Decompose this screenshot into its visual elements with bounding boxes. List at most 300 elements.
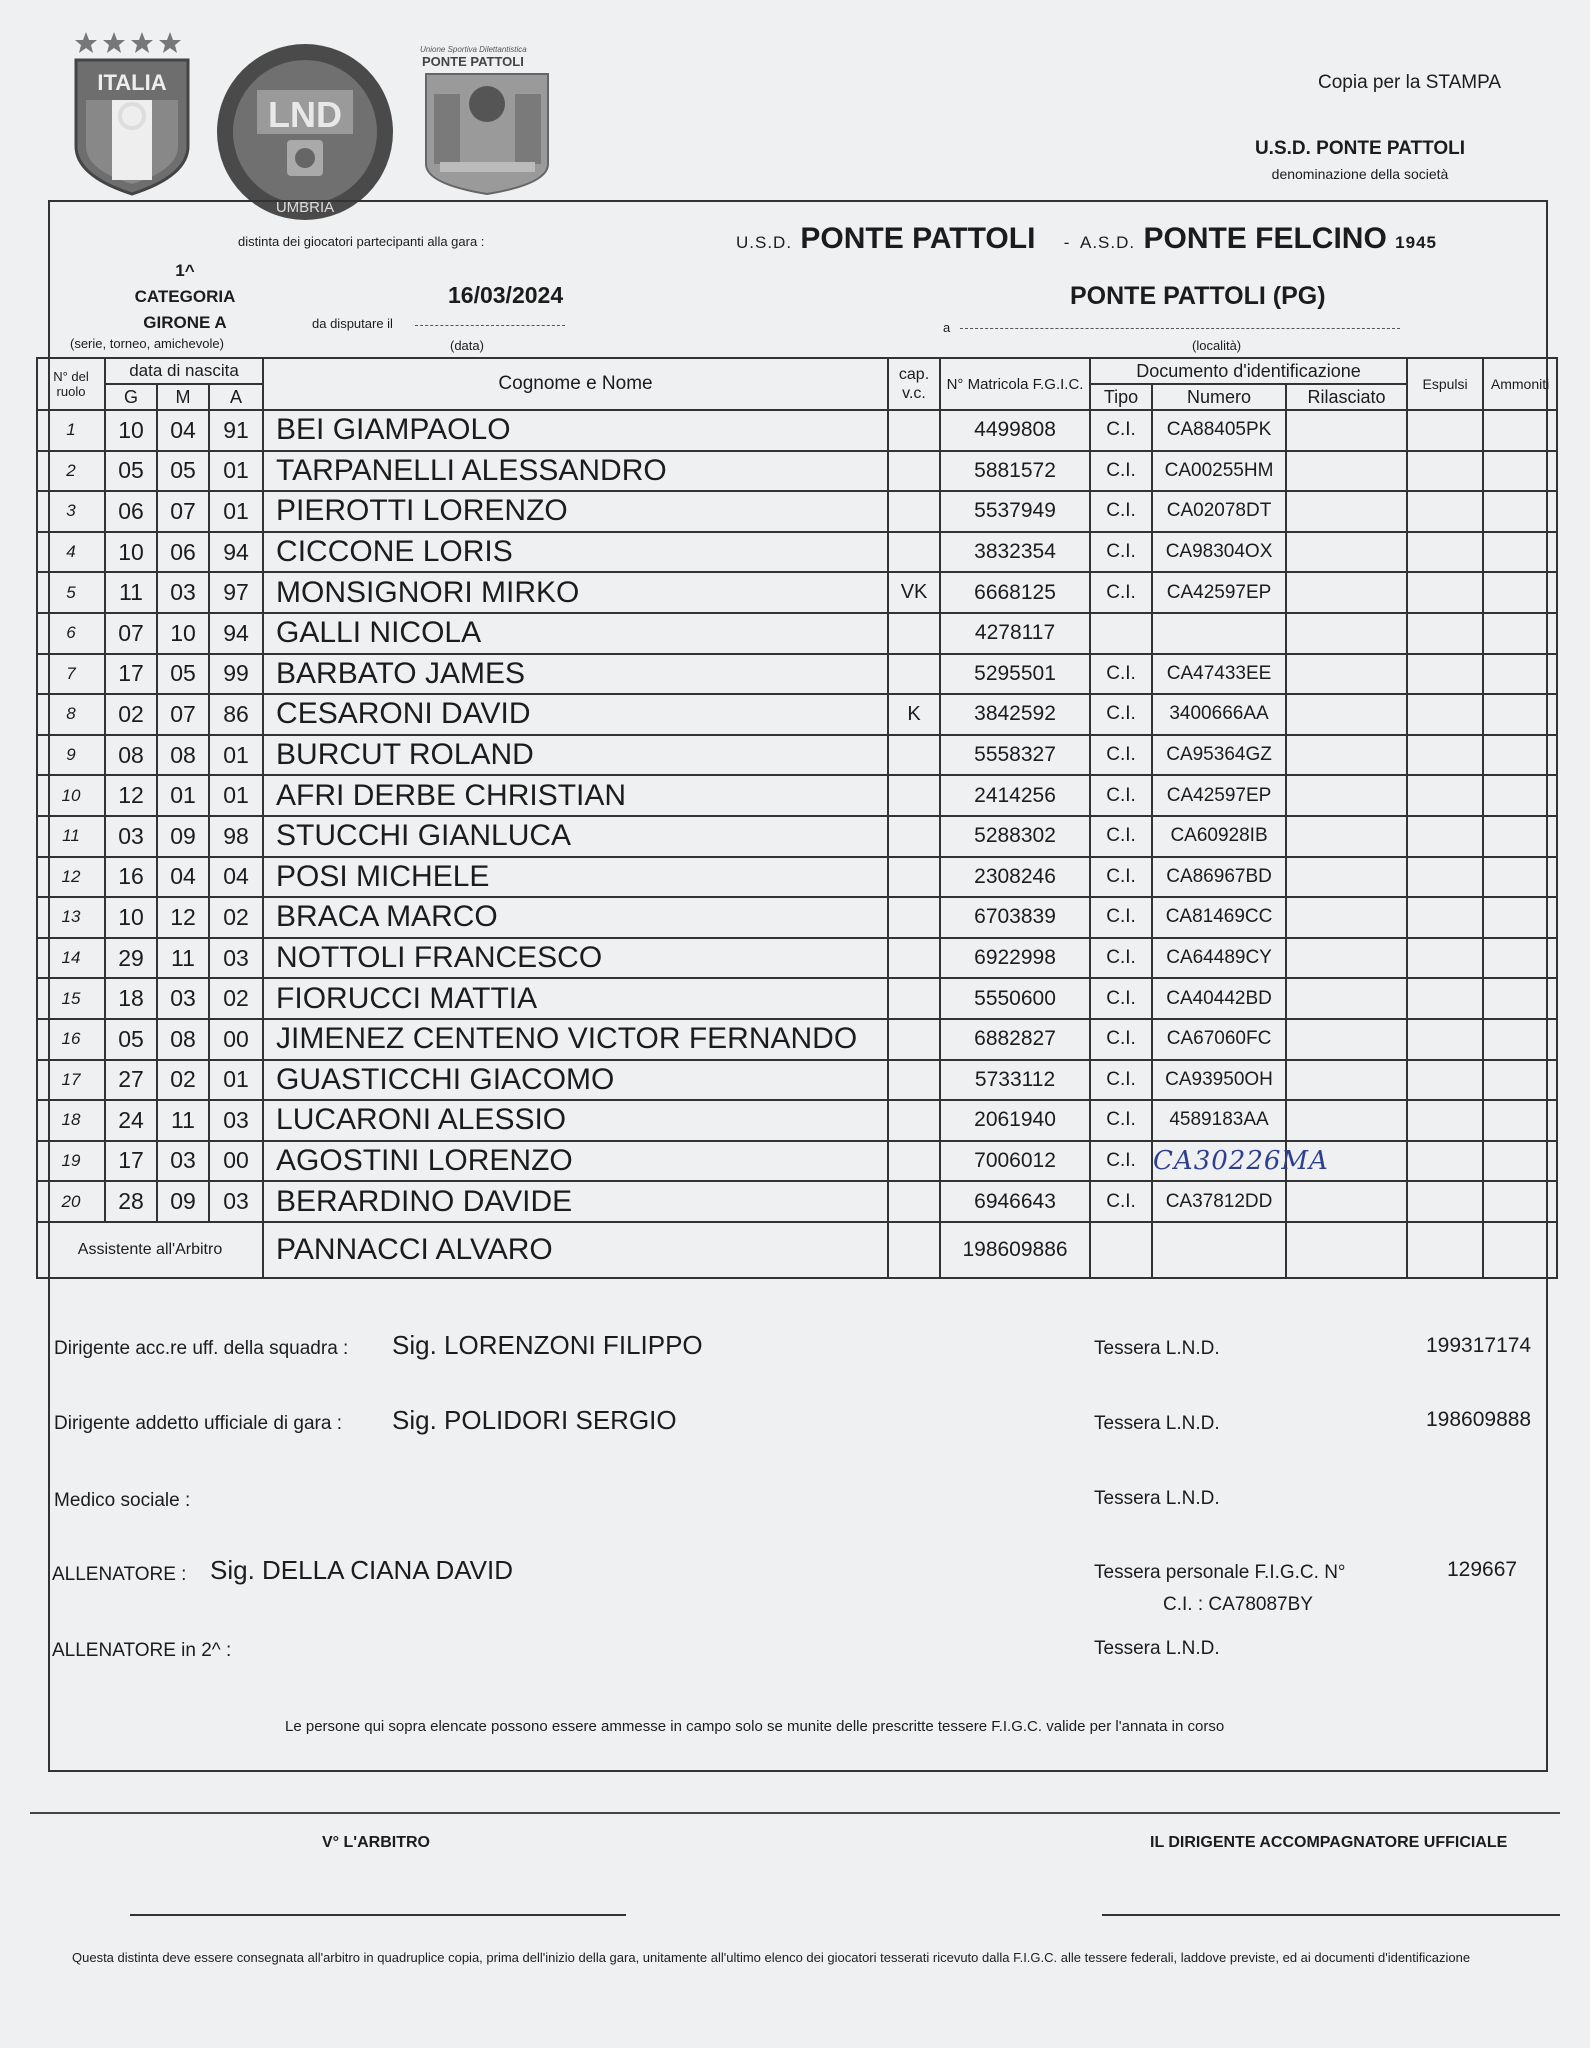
espulsi-cell [1407,1181,1483,1222]
player-name: CESARONI DAVID [263,694,888,735]
player-number: 10 [37,775,105,816]
document-issued [1286,938,1407,979]
document-issued [1286,532,1407,573]
matricola: 6882827 [940,1019,1090,1060]
birth-month: 01 [157,775,209,816]
birth-day: 18 [105,978,157,1019]
player-row [37,410,1557,451]
birth-month: 09 [157,816,209,857]
assistant-numero [1152,1222,1286,1278]
matricola: 3842592 [940,694,1090,735]
document-number: CA42597EP [1152,775,1286,816]
assistant-tipo [1090,1222,1152,1278]
ammoniti-cell [1483,654,1557,695]
espulsi-cell [1407,491,1483,532]
player-number: 12 [37,857,105,898]
location-line [960,328,1400,329]
player-row [37,451,1557,492]
addetto-tessera-label: Tessera L.N.D. [1094,1413,1220,1434]
svg-text:ITALIA: ITALIA [97,70,167,95]
captain-mark [888,775,940,816]
birth-month: 05 [157,451,209,492]
matricola: 5733112 [940,1060,1090,1101]
assistant-row [37,1222,1557,1278]
ammoniti-cell [1483,694,1557,735]
birth-year: 86 [209,694,263,735]
away-prefix: A.S.D. [1080,233,1136,252]
footnote-text: Questa distinta deve essere consegnata all'arbitro in quadruplice copia, prima dell'inizio della gara, unitamente all'ultimo elenco dei giocatori tesserati ricevuto dalla F.I.G.C. alle tessere federali, laddove previste, ed ai documenti d'identificazione [72,1950,1471,1965]
birth-year: 91 [209,410,263,451]
espulsi-cell [1407,1100,1483,1141]
player-name: AFRI DERBE CHRISTIAN [263,775,888,816]
captain-mark: K [888,694,940,735]
birth-day: 27 [105,1060,157,1101]
assistant-cap [888,1222,940,1278]
svg-text:PONTE PATTOLI: PONTE PATTOLI [422,54,524,69]
roster-body [37,410,1557,1222]
document-issued [1286,491,1407,532]
player-number: 11 [37,816,105,857]
birth-day: 11 [105,572,157,613]
captain-mark [888,1100,940,1141]
svg-text:Unione Sportiva Dilettantistic: Unione Sportiva Dilettantistica [420,45,527,54]
allenatore-label: ALLENATORE : [52,1564,187,1585]
player-row [37,816,1557,857]
medico-tessera-label: Tessera L.N.D. [1094,1488,1220,1509]
document-type: C.I. [1090,532,1152,573]
player-number: 17 [37,1060,105,1101]
birth-day: 29 [105,938,157,979]
document-issued [1286,410,1407,451]
captain-mark [888,857,940,898]
document-type [1090,613,1152,654]
document-type: C.I. [1090,572,1152,613]
document-number: CA47433EE [1152,654,1286,695]
document-issued [1286,978,1407,1019]
player-name: BARBATO JAMES [263,654,888,695]
ammoniti-cell [1483,1060,1557,1101]
matricola: 5288302 [940,816,1090,857]
matricola: 5558327 [940,735,1090,776]
espulsi-cell [1407,572,1483,613]
player-name: BRACA MARCO [263,897,888,938]
espulsi-cell [1407,694,1483,735]
birth-day: 10 [105,410,157,451]
player-name: AGOSTINI LORENZO [263,1141,888,1182]
document-type: C.I. [1090,978,1152,1019]
captain-mark [888,1060,940,1101]
category-line1: 1^ [175,261,195,280]
espulsi-cell [1407,1141,1483,1182]
allenatore-tessera-label: Tessera personale F.I.G.C. N° [1094,1562,1346,1583]
ponte-pattoli-club-logo [420,44,555,194]
player-row [37,532,1557,573]
category-line3: GIRONE A [143,313,227,332]
captain-mark [888,1181,940,1222]
birth-day: 17 [105,654,157,695]
birth-year: 01 [209,1060,263,1101]
birth-year: 02 [209,897,263,938]
matricola: 6946643 [940,1181,1090,1222]
society-name: U.S.D. PONTE PATTOLI [1254,138,1466,159]
captain-mark: VK [888,572,940,613]
espulsi-cell [1407,775,1483,816]
espulsi-cell [1407,816,1483,857]
birth-year: 94 [209,613,263,654]
player-name: LUCARONI ALESSIO [263,1100,888,1141]
matricola: 4499808 [940,410,1090,451]
player-row [37,1141,1557,1182]
document-number: CA40442BD [1152,978,1286,1019]
birth-month: 04 [157,410,209,451]
document-number: CA95364GZ [1152,735,1286,776]
document-issued [1286,1019,1407,1060]
ammoniti-cell [1483,938,1557,979]
dirigente-signature-label: IL DIRIGENTE ACCOMPAGNATORE UFFICIALE [1150,1834,1508,1851]
ammoniti-cell [1483,978,1557,1019]
espulsi-cell [1407,451,1483,492]
figc-italia-logo [72,26,192,196]
header-g: G [105,384,157,410]
birth-year: 94 [209,532,263,573]
document-number: CA98304OX [1152,532,1286,573]
distinta-label: distinta dei giocatori partecipanti alla gara : [238,234,485,249]
birth-year: 01 [209,491,263,532]
document-number: 3400666AA [1152,694,1286,735]
header-a: A [209,384,263,410]
document-issued [1286,857,1407,898]
document-number: CA88405PK [1152,410,1286,451]
player-number: 20 [37,1181,105,1222]
document-number: 4589183AA [1152,1100,1286,1141]
espulsi-cell [1407,857,1483,898]
birth-month: 09 [157,1181,209,1222]
home-name: PONTE PATTOLI [800,222,1036,255]
player-number: 13 [37,897,105,938]
assistant-espulsi [1407,1222,1483,1278]
captain-mark [888,451,940,492]
arbitro-signature-line [130,1914,626,1916]
espulsi-cell [1407,1060,1483,1101]
date-label: (data) [450,338,484,353]
ammoniti-cell [1483,491,1557,532]
captain-mark [888,532,940,573]
player-name: FIORUCCI MATTIA [263,978,888,1019]
document-type: C.I. [1090,654,1152,695]
player-name: GUASTICCHI GIACOMO [263,1060,888,1101]
header-birth: data di nascita [105,358,263,384]
matricola: 2061940 [940,1100,1090,1141]
birth-month: 07 [157,491,209,532]
birth-month: 03 [157,572,209,613]
document-type: C.I. [1090,1141,1152,1182]
ammoniti-cell [1483,1019,1557,1060]
player-name: CICCONE LORIS [263,532,888,573]
matricola: 4278117 [940,613,1090,654]
birth-day: 05 [105,1019,157,1060]
allenatore-name: Sig. DELLA CIANA DAVID [210,1555,513,1585]
allenatore-ci: C.I. : CA78087BY [1163,1594,1313,1615]
ammoniti-cell [1483,735,1557,776]
dirigente-tessera-number: 199317174 [1426,1334,1532,1357]
birth-year: 98 [209,816,263,857]
player-number: 9 [37,735,105,776]
birth-month: 11 [157,938,209,979]
document-number: CA93950OH [1152,1060,1286,1101]
birth-month: 08 [157,1019,209,1060]
ammoniti-cell [1483,857,1557,898]
document-issued [1286,694,1407,735]
birth-year: 03 [209,938,263,979]
category-sub-label: (serie, torneo, amichevole) [70,336,224,351]
captain-mark [888,613,940,654]
birth-year: 99 [209,654,263,695]
player-name: TARPANELLI ALESSANDRO [263,451,888,492]
player-number: 6 [37,613,105,654]
addetto-name: Sig. POLIDORI SERGIO [392,1405,677,1435]
player-row [37,1181,1557,1222]
document-number: CA60928IB [1152,816,1286,857]
document-type: C.I. [1090,1019,1152,1060]
assistant-rilasciato [1286,1222,1407,1278]
assistant-ammoniti [1483,1222,1557,1278]
dirigente-label: Dirigente acc.re uff. della squadra : [54,1338,349,1359]
player-name: MONSIGNORI MIRKO [263,572,888,613]
document-number: CA00255HM [1152,451,1286,492]
player-row [37,1019,1557,1060]
society-sub-label: denominazione della società [1271,166,1449,182]
player-row [37,572,1557,613]
header-name: Cognome e Nome [263,358,888,410]
birth-day: 10 [105,532,157,573]
header-document: Documento d'identificazione [1090,358,1407,384]
document-type: C.I. [1090,897,1152,938]
document-type: C.I. [1090,775,1152,816]
birth-day: 28 [105,1181,157,1222]
document-issued [1286,1181,1407,1222]
captain-mark [888,735,940,776]
player-row [37,1100,1557,1141]
birth-day: 07 [105,613,157,654]
birth-day: 02 [105,694,157,735]
espulsi-cell [1407,735,1483,776]
player-number: 8 [37,694,105,735]
player-row [37,613,1557,654]
player-name: JIMENEZ CENTENO VICTOR FERNANDO [263,1019,888,1060]
document-issued [1286,816,1407,857]
birth-month: 05 [157,654,209,695]
captain-mark [888,1141,940,1182]
player-name: STUCCHI GIANLUCA [263,816,888,857]
document-number: CA67060FC [1152,1019,1286,1060]
ammoniti-cell [1483,410,1557,451]
dirigente-signature-line [1102,1914,1560,1916]
document-type: C.I. [1090,1100,1152,1141]
player-row [37,654,1557,695]
header-ammoniti: Ammoniti [1483,358,1557,410]
birth-day: 16 [105,857,157,898]
assistant-name: PANNACCI ALVARO [263,1222,888,1278]
header-cap: cap. v.c. [888,358,940,410]
espulsi-cell [1407,978,1483,1019]
dirigente-name: Sig. LORENZONI FILIPPO [392,1330,703,1360]
birth-month: 11 [157,1100,209,1141]
away-suffix: 1945 [1395,233,1437,252]
ammoniti-cell [1483,1141,1557,1182]
player-number: 15 [37,978,105,1019]
birth-month: 02 [157,1060,209,1101]
ammoniti-cell [1483,816,1557,857]
document-type: C.I. [1090,938,1152,979]
matricola: 5881572 [940,451,1090,492]
captain-mark [888,816,940,857]
espulsi-cell [1407,897,1483,938]
matricola: 2308246 [940,857,1090,898]
player-number: 3 [37,491,105,532]
player-name: BERARDINO DAVIDE [263,1181,888,1222]
birth-year: 02 [209,978,263,1019]
document-number: CA86967BD [1152,857,1286,898]
location-label: (località) [1192,338,1242,353]
birth-month: 04 [157,857,209,898]
document-type: C.I. [1090,1060,1152,1101]
matricola: 5550600 [940,978,1090,1019]
birth-month: 03 [157,1141,209,1182]
player-number: 7 [37,654,105,695]
document-issued [1286,654,1407,695]
birth-year: 01 [209,451,263,492]
category-line2: CATEGORIA [134,287,236,306]
birth-day: 05 [105,451,157,492]
document-number [1152,613,1286,654]
player-name: POSI MICHELE [263,857,888,898]
lnd-umbria-logo [215,42,395,222]
player-number: 18 [37,1100,105,1141]
player-row [37,938,1557,979]
header-m: M [157,384,209,410]
ammoniti-cell [1483,1100,1557,1141]
document-issued [1286,613,1407,654]
ammoniti-cell [1483,451,1557,492]
team-separator: - [1063,233,1071,252]
matricola: 2414256 [940,775,1090,816]
matricola: 6703839 [940,897,1090,938]
player-name: BEI GIAMPAOLO [263,410,888,451]
birth-day: 03 [105,816,157,857]
espulsi-cell [1407,532,1483,573]
birth-year: 03 [209,1100,263,1141]
captain-mark [888,1019,940,1060]
matricola: 5537949 [940,491,1090,532]
document-number: CA30226MA [1152,1141,1286,1182]
medico-label: Medico sociale : [54,1490,191,1511]
document-issued [1286,735,1407,776]
matricola: 5295501 [940,654,1090,695]
birth-month: 03 [157,978,209,1019]
birth-month: 07 [157,694,209,735]
date-prefix: da disputare il [312,316,393,331]
birth-year: 01 [209,735,263,776]
away-team [1080,222,1437,256]
captain-mark [888,938,940,979]
document-type: C.I. [1090,410,1152,451]
matricola: 7006012 [940,1141,1090,1182]
birth-year: 00 [209,1141,263,1182]
player-name: PIEROTTI LORENZO [263,491,888,532]
captain-mark [888,654,940,695]
addetto-tessera-number: 198609888 [1426,1408,1532,1431]
match-date: 16/03/2024 [448,282,564,308]
player-number: 1 [37,410,105,451]
captain-mark [888,410,940,451]
match-location: PONTE PATTOLI (PG) [1070,282,1326,310]
birth-day: 06 [105,491,157,532]
ammoniti-cell [1483,1181,1557,1222]
document-type: C.I. [1090,857,1152,898]
ammoniti-cell [1483,897,1557,938]
player-row [37,775,1557,816]
player-number: 5 [37,572,105,613]
document-type: C.I. [1090,451,1152,492]
captain-mark [888,897,940,938]
birth-day: 24 [105,1100,157,1141]
document-type: C.I. [1090,491,1152,532]
espulsi-cell [1407,654,1483,695]
dirigente-tessera-label: Tessera L.N.D. [1094,1338,1220,1359]
matricola: 3832354 [940,532,1090,573]
birth-month: 08 [157,735,209,776]
disclaimer-text: Le persone qui sopra elencate possono essere ammesse in campo solo se munite delle prescritte tessere F.I.G.C. valide per l'annata in corso [285,1718,1225,1735]
document-type: C.I. [1090,694,1152,735]
document-number: CA81469CC [1152,897,1286,938]
assistant-matricola: 198609886 [940,1222,1090,1278]
category-block [100,258,270,336]
ammoniti-cell [1483,775,1557,816]
player-number: 16 [37,1019,105,1060]
birth-day: 17 [105,1141,157,1182]
ammoniti-cell [1483,613,1557,654]
document-issued [1286,572,1407,613]
roster-table [36,357,1558,1279]
birth-year: 00 [209,1019,263,1060]
player-name: GALLI NICOLA [263,613,888,654]
espulsi-cell [1407,613,1483,654]
player-row [37,491,1557,532]
espulsi-cell [1407,938,1483,979]
matricola: 6922998 [940,938,1090,979]
document-issued [1286,1060,1407,1101]
player-row [37,1060,1557,1101]
home-team [736,222,1070,256]
captain-mark [888,978,940,1019]
document-issued [1286,451,1407,492]
matricola: 6668125 [940,572,1090,613]
player-row [37,897,1557,938]
allenatore2-label: ALLENATORE in 2^ : [52,1640,232,1661]
birth-year: 01 [209,775,263,816]
document-type: C.I. [1090,816,1152,857]
document-number: CA64489CY [1152,938,1286,979]
header-rilasciato: Rilasciato [1286,384,1407,410]
divider [30,1812,1560,1814]
player-name: BURCUT ROLAND [263,735,888,776]
birth-month: 12 [157,897,209,938]
birth-year: 97 [209,572,263,613]
document-issued [1286,897,1407,938]
date-line [415,325,565,326]
espulsi-cell [1407,410,1483,451]
copy-label: Copia per la STAMPA [1318,72,1502,93]
